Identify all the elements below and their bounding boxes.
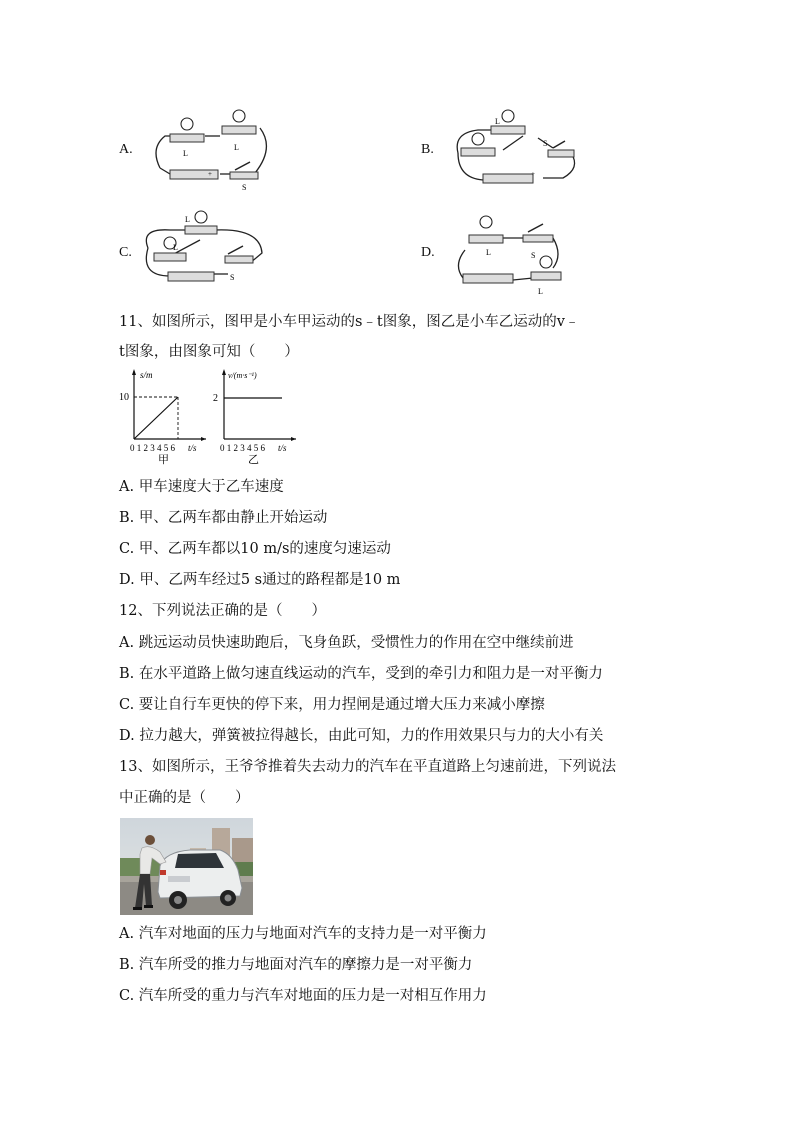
circuit-c-diagram [140, 208, 270, 288]
y-axis-label: s/m [140, 370, 153, 380]
option-a-label: A. [119, 142, 133, 157]
svg-text:S: S [531, 251, 536, 260]
x-tick-labels: 0 1 2 3 4 5 6 [130, 443, 175, 453]
y-axis-label: v/(m·s⁻¹) [228, 371, 257, 380]
svg-text:L: L [486, 248, 491, 257]
q11-stem-line2: t图象，由图象可知（ ） [119, 344, 299, 360]
svg-text:+: + [531, 170, 535, 178]
q11-option-d: D. 甲、乙两车经过5 s通过的路程都是10 m [119, 572, 401, 588]
graph-caption: 甲 [158, 454, 169, 466]
circuit-label: L [234, 143, 239, 152]
graph-jia [118, 367, 208, 467]
svg-text:L: L [495, 117, 500, 126]
q13-option-b: B. 汽车所受的推力与地面对汽车的摩擦力是一对平衡力 [119, 957, 473, 973]
q12-option-b: B. 在水平道路上做匀速直线运动的汽车，受到的牵引力和阻力是一对平衡力 [119, 666, 603, 682]
option-d-label: D. [421, 245, 435, 260]
q12-stem: 12、下列说法正确的是（ ） [119, 603, 326, 619]
svg-text:L: L [173, 243, 178, 252]
q11-option-a: A. 甲车速度大于乙车速度 [119, 479, 284, 495]
y-tick-label: 10 [119, 392, 129, 403]
svg-text:+: + [208, 170, 212, 178]
q13-option-a: A. 汽车对地面的压力与地面对汽车的支持力是一对平衡力 [119, 926, 487, 942]
option-c-label: C. [119, 245, 132, 260]
svg-text:S: S [543, 139, 548, 148]
q12-option-d: D. 拉力越大，弹簧被拉得越长，由此可知，力的作用效果只与力的大小有关 [119, 728, 604, 744]
q13-stem-line2: 中正确的是（ ） [119, 790, 250, 806]
svg-text:L: L [538, 287, 543, 296]
svg-text:S: S [230, 273, 235, 282]
svg-text:L: L [185, 215, 190, 224]
s-t-line [134, 397, 178, 439]
circuit-b-diagram [453, 108, 583, 193]
q11-stem-line1: 11、如图所示，图甲是小车甲运动的s﹣t图象，图乙是小车乙运动的v﹣ [119, 314, 580, 330]
q11-option-b: B. 甲、乙两车都由静止开始运动 [119, 510, 328, 526]
y-tick-label: 2 [213, 393, 218, 404]
car-push-photo [120, 818, 253, 915]
q12-option-c: C. 要让自行车更快的停下来，用力捏闸是通过增大压力来减小摩擦 [119, 697, 545, 713]
x-axis-label: t/s [278, 443, 287, 453]
x-axis-label: t/s [188, 443, 197, 453]
q13-stem-line1: 13、如图所示，王爷爷推着失去动力的汽车在平直道路上匀速前进，下列说法 [119, 759, 616, 775]
q11-option-c: C. 甲、乙两车都以10 m/s的速度匀速运动 [119, 541, 391, 557]
circuit-label: L [183, 149, 188, 158]
graph-yi [210, 367, 300, 467]
graph-caption: 乙 [248, 454, 259, 466]
circuit-label: S [242, 183, 247, 192]
x-tick-labels: 0 1 2 3 4 5 6 [220, 443, 265, 453]
option-b-label: B. [421, 142, 434, 157]
q12-option-a: A. 跳远运动员快速助跑后，飞身鱼跃，受惯性力的作用在空中继续前进 [119, 635, 574, 651]
q13-option-c: C. 汽车所受的重力与汽车对地面的压力是一对相互作用力 [119, 988, 487, 1004]
circuit-a-diagram [150, 108, 270, 198]
circuit-d-diagram [453, 210, 568, 300]
